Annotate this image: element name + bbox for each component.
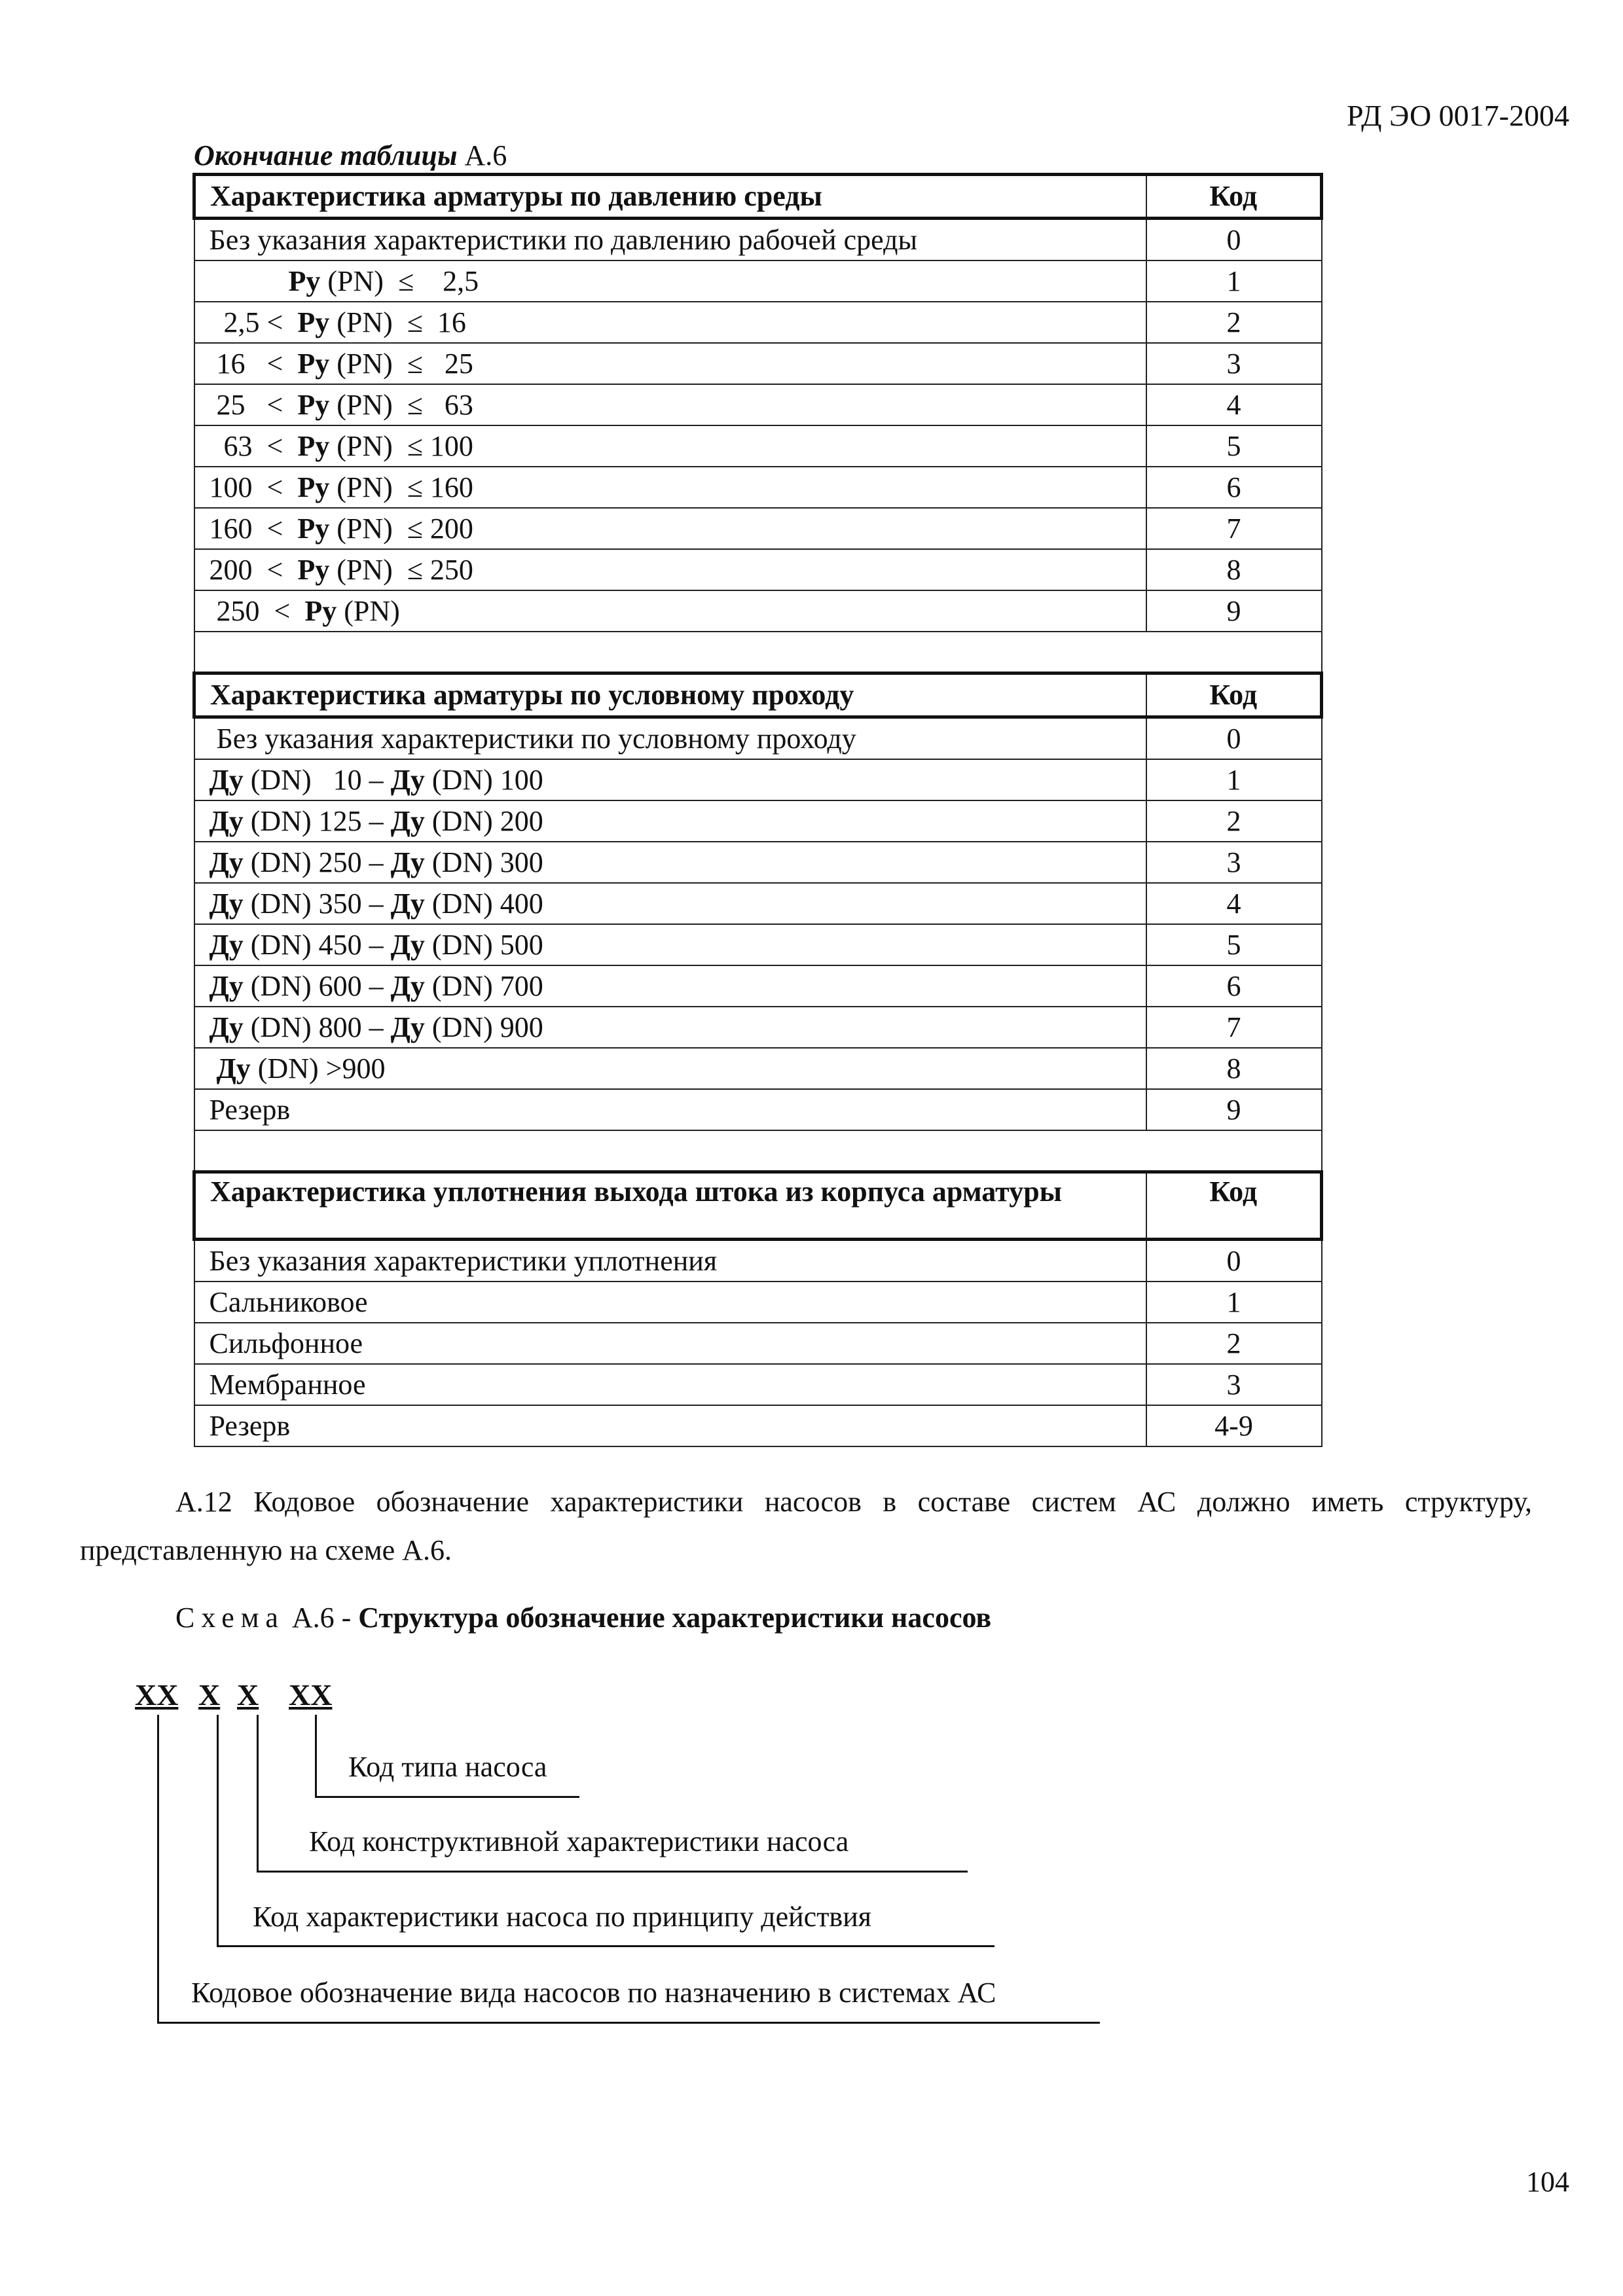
row-text-bold-2: Ду — [390, 763, 425, 796]
scheme-label-purpose: Кодовое обозначение вида насосов по назначению в системах АС — [191, 1977, 996, 2009]
pressure-row — [194, 549, 1322, 590]
bore-row — [194, 842, 1322, 883]
pressure-row — [194, 260, 1322, 302]
row-text-bold-2: Ду — [390, 1011, 425, 1043]
row-text-pre: Резерв — [209, 1093, 291, 1126]
row-label — [194, 1007, 1146, 1048]
document-code: РД ЭО 0017-2004 — [1347, 99, 1569, 132]
bore-row — [194, 883, 1322, 924]
row-text-post: (PN) ≤ 250 — [329, 553, 473, 586]
row-text-pre: 63 < — [209, 429, 298, 462]
table-caption — [194, 139, 507, 172]
row-text-mid: (DN) 600 – — [243, 969, 391, 1002]
row-text-bold: Ду — [209, 846, 244, 878]
row-text: Сальниковое — [209, 1285, 368, 1318]
row-text-bold: Ру — [288, 264, 321, 297]
section-header-label: Характеристика уплотнения выхода штока из корпуса арматуры — [194, 1172, 1146, 1240]
row-code: 4 — [1146, 384, 1322, 425]
row-label — [194, 302, 1146, 343]
row-text-mid: (DN) 450 – — [243, 928, 391, 961]
row-text-mid: (DN) 800 – — [243, 1011, 391, 1043]
pressure-row — [194, 590, 1322, 632]
row-text-bold: Ру — [297, 306, 330, 338]
row-text-bold: Ду — [216, 1052, 251, 1085]
row-text-post: (DN) 900 — [424, 1011, 543, 1043]
row-text-pre: 16 < — [209, 347, 298, 380]
row-label — [194, 260, 1146, 302]
pressure-row — [194, 219, 1322, 261]
table-caption-italic: Окончание таблицы — [194, 139, 458, 171]
blank-cell — [194, 1130, 1322, 1172]
pressure-row — [194, 467, 1322, 508]
scheme-symbol-1: ХХ — [135, 1678, 179, 1712]
section-header-label: Характеристика арматуры по давлению среды — [194, 175, 1146, 219]
row-code: 7 — [1146, 508, 1322, 549]
row-label — [194, 1405, 1146, 1446]
row-label — [194, 759, 1146, 800]
section-header-bore — [194, 673, 1322, 717]
row-text-bold: Ру — [297, 388, 330, 421]
bore-row — [194, 965, 1322, 1007]
row-text-post: (DN) 400 — [424, 887, 543, 920]
row-label — [194, 508, 1146, 549]
row-code: 1 — [1146, 759, 1322, 800]
row-text-bold: Ду — [209, 804, 244, 837]
scheme-symbol-3: Х — [237, 1678, 259, 1712]
row-label — [194, 1048, 1146, 1089]
bore-row — [194, 1089, 1322, 1130]
scheme-symbol-2: Х — [198, 1678, 221, 1712]
row-text-bold: Ру — [297, 512, 330, 545]
row-label — [194, 219, 1146, 261]
row-text-pre: 200 < — [209, 553, 298, 586]
row-text-post: (DN) 100 — [424, 763, 543, 796]
row-code: 1 — [1146, 1282, 1322, 1323]
row-text-bold: Ду — [209, 763, 244, 796]
row-code: 9 — [1146, 590, 1322, 632]
row-text-post: (PN) — [337, 594, 400, 627]
row-text: Мембранное — [209, 1368, 366, 1401]
section-header-seal — [194, 1172, 1322, 1240]
row-text: Сильфонное — [209, 1327, 363, 1359]
row-text-bold: Ру — [297, 347, 330, 380]
leader-horizontal-3 — [257, 1871, 968, 1873]
row-label — [194, 467, 1146, 508]
spacer-row — [194, 632, 1322, 673]
row-text-post: (DN) 300 — [424, 846, 543, 878]
row-label — [194, 717, 1146, 760]
row-label — [194, 965, 1146, 1007]
row-code: 8 — [1146, 549, 1322, 590]
spacer-row — [194, 1130, 1322, 1172]
row-code: 2 — [1146, 1323, 1322, 1364]
row-label — [194, 1089, 1146, 1130]
row-text-mid: (DN) 250 – — [243, 846, 391, 878]
row-text-bold-2: Ду — [390, 804, 425, 837]
row-label — [194, 549, 1146, 590]
row-code: 4 — [1146, 883, 1322, 924]
row-text-pre: 250 < — [209, 594, 305, 627]
row-text-post: (DN) 500 — [424, 928, 543, 961]
code-header: Код — [1146, 175, 1322, 219]
leader-vertical-4 — [315, 1715, 317, 1797]
row-code: 0 — [1146, 717, 1322, 760]
row-text-bold: Ру — [304, 594, 337, 627]
row-text-pre: Без указания характеристики по условному проходу — [209, 722, 856, 755]
row-text-bold: Ду — [209, 969, 244, 1002]
section-header-label: Характеристика арматуры по условному проходу — [194, 673, 1146, 717]
row-text-mid: (DN) >900 — [250, 1052, 386, 1085]
row-text-pre — [210, 1052, 217, 1085]
leader-vertical-3 — [257, 1715, 259, 1873]
leader-vertical-1 — [157, 1715, 159, 2024]
row-code: 2 — [1146, 800, 1322, 842]
row-text-bold: Ду — [209, 928, 244, 961]
scheme-title-word: Схема — [175, 1602, 285, 1634]
row-text-bold-2: Ду — [390, 887, 425, 920]
seal-row — [194, 1364, 1322, 1405]
row-text-bold: Ду — [209, 887, 244, 920]
row-text-post: (PN) ≤ 160 — [329, 471, 473, 503]
row-label — [194, 384, 1146, 425]
bore-row — [194, 800, 1322, 842]
row-text-mid: (DN) 10 – — [243, 763, 391, 796]
bore-row — [194, 1048, 1322, 1089]
scheme-symbol-4: ХХ — [289, 1678, 333, 1712]
paragraph-text: А.12 Кодовое обозначение характеристики насосов в составе систем АС должно иметь структуру, представленную на схеме А.6. — [80, 1486, 1532, 1566]
row-code: 3 — [1146, 1364, 1322, 1405]
row-text-post: (PN) ≤ 100 — [329, 429, 473, 462]
bore-row — [194, 924, 1322, 965]
row-text: Без указания характеристики уплотнения — [209, 1244, 718, 1277]
page-number: 104 — [1526, 2166, 1569, 2198]
row-label — [194, 924, 1146, 965]
leader-horizontal-1 — [157, 2022, 1100, 2024]
scheme-title-number: А.6 - — [284, 1602, 359, 1634]
row-text-post: (PN) ≤ 16 — [329, 306, 466, 338]
row-code: 6 — [1146, 467, 1322, 508]
row-code: 5 — [1146, 425, 1322, 467]
row-text-pre: Без указания характеристики по давлению рабочей среды — [209, 223, 918, 256]
row-code: 8 — [1146, 1048, 1322, 1089]
row-text-post: (PN) ≤ 25 — [329, 347, 473, 380]
seal-row — [194, 1282, 1322, 1323]
row-code: 3 — [1146, 343, 1322, 384]
row-text-pre: 100 < — [209, 471, 298, 503]
row-label — [194, 590, 1146, 632]
row-label — [194, 343, 1146, 384]
scheme-title — [175, 1601, 991, 1634]
row-text-post: (PN) ≤ 200 — [329, 512, 473, 545]
row-text-bold-2: Ду — [390, 969, 425, 1002]
seal-row — [194, 1323, 1322, 1364]
row-text-pre: 25 < — [209, 388, 298, 421]
row-code: 4-9 — [1146, 1405, 1322, 1446]
section-header-pressure — [194, 175, 1322, 219]
row-text-bold: Ду — [209, 1011, 244, 1043]
row-text-pre: 160 < — [209, 512, 298, 545]
bore-row — [194, 1007, 1322, 1048]
pressure-row — [194, 508, 1322, 549]
row-code: 2 — [1146, 302, 1322, 343]
row-text-bold-2: Ду — [390, 928, 425, 961]
row-text-post: (PN) ≤ 63 — [329, 388, 473, 421]
blank-cell — [194, 632, 1322, 673]
bore-row — [194, 759, 1322, 800]
leader-vertical-2 — [217, 1715, 219, 1947]
row-code: 3 — [1146, 842, 1322, 883]
row-label — [194, 1323, 1146, 1364]
scheme-label-pump-type: Код типа насоса — [348, 1751, 547, 1783]
row-code: 6 — [1146, 965, 1322, 1007]
leader-horizontal-4 — [315, 1796, 579, 1798]
pressure-row — [194, 302, 1322, 343]
row-text: Резерв — [209, 1409, 291, 1442]
seal-row — [194, 1240, 1322, 1282]
row-text-mid: (DN) 125 – — [243, 804, 391, 837]
row-label — [194, 425, 1146, 467]
leader-horizontal-2 — [217, 1945, 994, 1947]
row-label — [194, 842, 1146, 883]
row-label — [194, 800, 1146, 842]
row-label — [194, 883, 1146, 924]
row-code: 5 — [1146, 924, 1322, 965]
spec-table — [192, 173, 1323, 1447]
code-header: Код — [1146, 1172, 1322, 1240]
row-text-bold: Ру — [297, 471, 330, 503]
row-text-bold-2: Ду — [390, 846, 425, 878]
pressure-row — [194, 384, 1322, 425]
row-label — [194, 1282, 1146, 1323]
table-caption-number: А.6 — [457, 139, 507, 171]
row-text-post: (DN) 200 — [424, 804, 543, 837]
row-text-pre: 2,5 < — [209, 306, 298, 338]
row-code: 7 — [1146, 1007, 1322, 1048]
pressure-row — [194, 425, 1322, 467]
pressure-row — [194, 343, 1322, 384]
seal-row — [194, 1405, 1322, 1446]
scheme-label-design: Код конструктивной характеристики насоса — [309, 1825, 849, 1857]
row-code: 9 — [1146, 1089, 1322, 1130]
code-header: Код — [1146, 673, 1322, 717]
row-text-post: (PN) ≤ 2,5 — [320, 264, 479, 297]
row-code: 0 — [1146, 219, 1322, 261]
row-label — [194, 1240, 1146, 1282]
scheme-title-text: Структура обозначение характеристики насосов — [358, 1602, 992, 1634]
bore-row — [194, 717, 1322, 760]
row-text-bold: Ру — [297, 553, 330, 586]
scheme-label-principle: Код характеристики насоса по принципу действия — [253, 1901, 871, 1933]
row-text-bold: Ру — [297, 429, 330, 462]
row-label — [194, 1364, 1146, 1405]
row-code: 0 — [1146, 1240, 1322, 1282]
row-text-mid: (DN) 350 – — [243, 887, 391, 920]
row-code: 1 — [1146, 260, 1322, 302]
paragraph-a12 — [80, 1478, 1532, 1575]
row-text-pre — [210, 265, 289, 297]
row-text-post: (DN) 700 — [424, 969, 543, 1002]
